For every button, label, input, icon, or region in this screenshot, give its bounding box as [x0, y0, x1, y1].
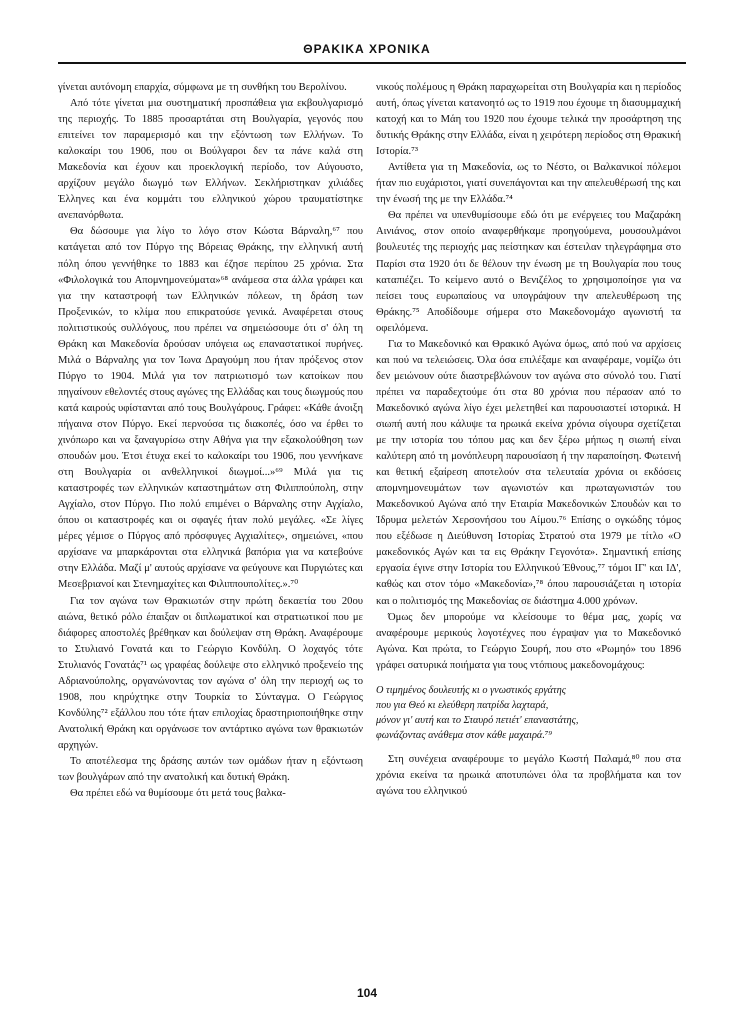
paragraph: Στη συνέχεια αναφέρουμε το μεγάλο Κωστή Παλαμά,⁸⁰ που στα χρόνια εκείνα τα ηρωικά αποτυπώνει όλα τα προβλήματα και τον αγώνα του ελληνικού: [376, 753, 681, 797]
paragraph: Όμως δεν μπορούμε να κλείσουμε το θέμα μας, χωρίς να αναφέρουμε μερικούς λογοτέχνες που έγραψαν για το Μακεδονικό Αγώνα. Και πρώτα, το Γεώργιο Σουρή, που στο «Ρωμηό» του 1896 γράφει σατυρικά ποιήματα για τους ντόπιους μακεδονομάχους:: [376, 611, 681, 671]
paragraph: Για τον αγώνα των Θρακιωτών στην πρώτη δεκαετία του 20ου αιώνα, θετικό ρόλο έπαιξαν οι διπλωματικοί και στρατιωτικοί που με διάφορες αποστολές βρέθηκαν και δούλεψαν στη Θράκη. Αναφέρουμε το Στυλιανό Γονατά και το Γεώργιο Κονδύλη. Ο λοχαγός τότε Στυλιανός Γονατάς⁷¹ ως γραφέας δούλεψε στο ελληνικό προξενείο της Αδριανούπολης, οργανώνοντας τον αγώνα σ' όλη την περιοχή ως το 1908, που κηρύχτηκε στην Τουρκία το Σύνταγμα. Ο Γεώργιος Κονδύλης⁷² εξάλλου που τότε ήταν επιλοχίας δραστηριοποιήθηκε στην Ανατολική Θράκη και οργάνωσε τον αντάρτικο αγώνα των θρακιωτών αρχηγών.: [58, 595, 363, 751]
left-column: [58, 80, 363, 970]
right-column: [376, 80, 681, 970]
poem-quote: [376, 683, 681, 743]
paragraph: Για το Μακεδονικό και Θρακικό Αγώνα όμως, από πού να αρχίσεις και πού να τελειώσεις. Όλα όσα επιλέξαμε και αναφέραμε, νομίζω ότι δεν μειώνουν ούτε διαστρεβλώνουν τον αγώνα στο σύνολό του. Γιατί πρέπει να παραδεχτούμε ότι στα 80 χρόνια που πέρασαν από το Μακεδονικό αγώνα λίγο έχει μελετηθεί και παρουσιαστεί ιστορικά. Η σιωπή αυτή που κάλυψε τα ηρωικά εκείνα χρόνια σίγουρα σχετίζεται με την ιστορία του τόπου μας και δεν ξέρω μήπως η σιωπή είναι καλύτερη από τη μονόπλευρη παρουσίαση ή την παραποίηση. Φωτεινή και θετική εξαίρεση αποτελούν στα τελευταία χρόνια οι εκδόσεις απομνημονευμάτων των αγωνιστών και πρωταγωνιστών του Μακεδονικού Αγώνα από την Εταιρία Μακεδονικών Σπουδών και το Ίδρυμα μελετών Χερσονήσου του Αίμου.⁷⁶ Επίσης ο ογκώδης τόμος που εξέδωσε η Διεύθυνση Ιστορίας Στρατού στα 1979 με τίτλο «Ο μακεδονικός Αγών και τα εις Θράκην Γεγονότα». Σημαντική επίσης εργασία έγινε στην Ιστορία του Ελληνικού Έθνους,⁷⁷ τόμοι ΙΓ' και ΙΔ', καθώς και στον τόμο «Μακεδονία»,⁷⁸ όπου παρουσιάζεται η ιστορία και ο πολιτισμός της Μακεδονίας σε διάστημα 4.000 χρόνων.: [376, 338, 681, 607]
paragraph: γίνεται αυτόνομη επαρχία, σύμφωνα με τη συνθήκη του Βερολίνου.: [58, 82, 347, 93]
paragraph: Θα πρέπει να υπενθυμίσουμε εδώ ότι με ενέργειες του Μαζαράκη Αινιάνος, στον οποίο αναφερθήκαμε προηγούμενα, μουσουλμάνοι βουλευτές της περιοχής μας πείστηκαν και έστειλαν τηλεγράφημα στο Παρίσι στα 1920 ότι δε θέλουν την ένωση με τη Βουλγαρία που τους καταπιέζει. Το κείμενο αυτό ο Βενιζέλος το χρησιμοποίησε για να πείσει τους ευρωπαίους να υπογράψουν την απελευθέρωση της Θράκης.⁷⁵ Αποδίδουμε σήμερα στο Μακεδονομάχο αγωνιστή τα οφειλόμενα.: [376, 210, 681, 334]
running-header-title: ΘΡΑΚΙΚΑ ΧΡΟΝΙΚΑ: [303, 42, 431, 56]
header-rule: [58, 62, 686, 64]
poem-line: φωνάζοντας ανάθεμα στον κάθε μαχαιρά.⁷⁹: [376, 729, 553, 741]
paragraph: Αντίθετα για τη Μακεδονία, ως το Νέστο, οι Βαλκανικοί πόλεμοι ήταν πιο ευχάριστοι, γιατί συνεπάγονται και την απελευθέρωσή της και την ένωσή της με την Ελλάδα.⁷⁴: [376, 162, 681, 206]
paragraph: νικούς πολέμους η Θράκη παραχωρείται στη Βουλγαρία και η περίοδος αυτή, όπως γίνεται κατανοητό ως το 1919 που έχουμε τη διασυμμαχική κατοχή και το Μάη του 1920 που έχουμε τελικά την προσάρτηση της δυτικής Θράκης στην Ελλάδα, είναι η χειρότερη περίοδος στη Θρακική Ιστορία.⁷³: [376, 82, 681, 158]
paragraph: Θα πρέπει εδώ να θυμίσουμε ότι μετά τους βαλκα-: [70, 788, 286, 800]
poem-line: μόνον γι' αυτή και το Σταυρό πετιέτ' επαναστάτης,: [376, 714, 579, 726]
paragraph: Θα δώσουμε για λίγο το λόγο στον Κώστα Βάρναλη,⁶⁷ που κατάγεται από τον Πύργο της Βόρειας Θράκης, την ελληνική αυτή πόλη όπου γεννήθηκε το 1883 και έζησε περίπου 25 χρόνια. Στα «Φιλολογικά του Απομνημονεύματα»⁶⁸ ανάμεσα στα άλλα γράφει και για την καταστροφή των Ελληνικών πόλεων, τη δράση των Προξενικών, το κλίμα που επικρατούσε γενικά. Αναφέρεται στους πολιτιστικούς συλλόγους, που πρέπει να σημειώσουμε ότι σ' όλη τη Θράκη και Μακεδονία δρούσαν υπόγεια ως επαναστατικοί πυρήνες. Μιλά ο Βάρναλης για τον Ίωνα Δραγούμη που ήταν πρόξενος στον Πύργο το 1904. Μιλά για τον πατριωτισμό των κατοίκων που πηγαίνουν εθελοντές στους αγώνες της Ελλάδας και τους διωγμούς που κατά καιρούς υφίστανται από τους Βουλγάρους. Γράφει: «Κάθε άνοιξη πήγαινα στον Πύργο. Εκεί περνούσα τις διακοπές, όσο να έρθει το χινόπωρο και να ξαναγυρίσω στην Αθήνα για την εξακολούθηση των σπουδών μου. Έτσι έτυχα εκεί το καλοκαίρι του 1906, που γεννήκανε στη Βουλγαρία οι ανθελληνικοί διωγμοί...»⁶⁹ Μιλά για τις καταστροφές των ελληνικών καταστημάτων στη Φιλιππούπολη, στην Αγχίαλο, στον Πύργο. Πιο πολύ επιμένει ο Βάρναλης στην Αγχίαλο, όπου οι καταστροφές και οι σφαγές ήταν πολύ μεγάλες. «Σε λίγες μέρες γέμισε ο Πύργος από πρόσφυγες Αγχιαλίτες», σημειώνει, «που αρχίσανε να μπαρκάρονται στα ελληνικά βαπόρια για να κατεβούνε στην Ελλάδα. Μαζί μ' αυτούς αρχίσανε να φεύγουνε και Πυργιώτες και Μεσεβριανοί και Στενημαχίτες και Φιλιππουπολίτες.».⁷⁰: [58, 226, 363, 591]
poem-line: Ο τιμημένος δουλευτής κι ο γνωστικός εργάτης: [376, 684, 566, 696]
page-number: 104: [356, 986, 378, 1000]
paragraph: Το αποτέλεσμα της δράσης αυτών των ομάδων ήταν η εξόντωση των βουλγάρων από την ανατολική και δυτική Θράκη.: [58, 755, 363, 784]
paragraph: Από τότε γίνεται μια συστηματική προσπάθεια για εκβουλγαρισμό της περιοχής. Το 1885 προσαρτάται στη Βουλγαρία, γεγονός που επιτείνει τον παραμερισμό και την εξόντωση των Ελλήνων. Το καλοκαίρι του 1906, που οι Βούλγαροι δεν τα πάνε καλά στη Μακεδονία και έχουν και προεκλογική περίοδο, τον Αύγουστο, αρχίζουν μεγάλο διωγμό των Ελλήνων. Σεκλήριστηκαν χιλιάδες Έλληνες και ένα κομμάτι του ελληνικού χώρου τραυματίστηκε ανεπανόρθωτα.: [58, 98, 363, 222]
poem-line: που για Θεό κι ελεύθερη πατρίδα λαχταρά,: [376, 699, 549, 711]
